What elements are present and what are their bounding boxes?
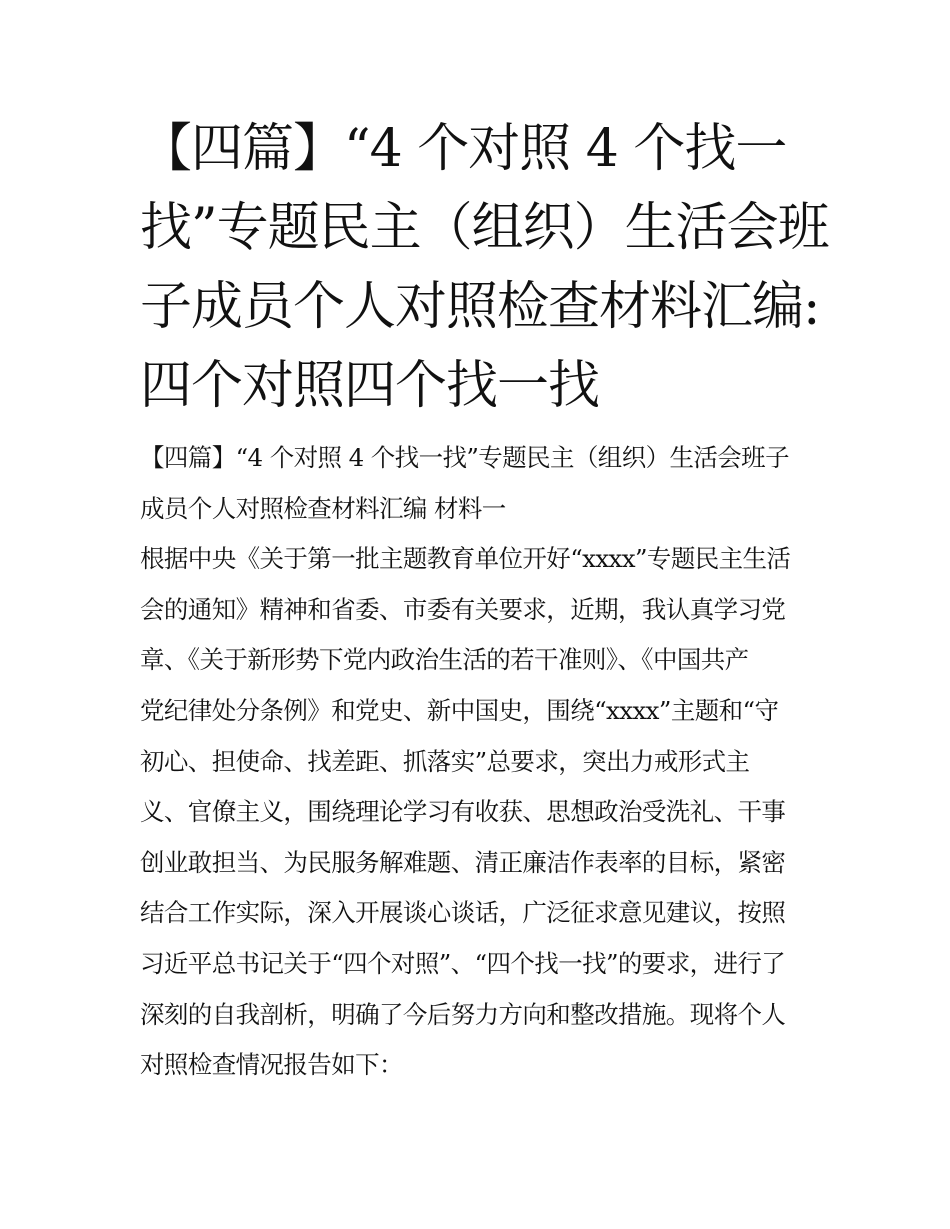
body-text-line: 【四篇】“4 个对照 4 个找一找”专题民主（组织）生活会班子	[140, 443, 789, 472]
body-text-line: 深刻的自我剖析，明确了今后努力方向和整改措施。现将个人	[140, 999, 786, 1029]
document-body	[140, 433, 820, 1091]
body-text-line: 章、《关于新形势下党内政治生活的若干准则》、《中国共产	[140, 645, 749, 675]
body-text-line: 义、官僚主义，围绕理论学习有收获、思想政治受洗礼、干事	[140, 797, 786, 827]
body-text-line: 初心、担使命、找差距、抓落实”总要求，突出力戒形式主	[140, 746, 750, 776]
body-text-line: 习近平总书记关于“四个对照”、“四个找一找”的要求，进行了	[140, 948, 786, 978]
body-text-line: 成员个人对照检查材料汇编 材料一	[140, 493, 506, 523]
title-line: 【四篇】“4 个对照 4 个找一	[140, 119, 787, 179]
body-text-line: 会的通知》精神和省委、市委有关要求，近期，我认真学习党	[140, 594, 786, 624]
body-text-line: 党纪律处分条例》和党史、新中国史，围绕“xxxx”主题和“守	[140, 695, 779, 725]
title-line: 找”专题民主（组织）生活会班	[140, 198, 829, 258]
document-title	[140, 110, 829, 426]
body-text-line: 创业敢担当、为民服务解难题、清正廉洁作表率的目标，紧密	[140, 847, 786, 877]
body-text-line: 结合工作实际，深入开展谈心谈话，广泛征求意见建议，按照	[140, 898, 786, 928]
body-text-line: 根据中央《关于第一批主题教育单位开好“xxxx”专题民主生活	[140, 544, 791, 574]
title-line: 子成员个人对照检查材料汇编:	[140, 277, 820, 337]
body-text-line: 对照检查情况报告如下：	[140, 1050, 403, 1080]
title-line: 四个对照四个找一找	[140, 356, 600, 416]
